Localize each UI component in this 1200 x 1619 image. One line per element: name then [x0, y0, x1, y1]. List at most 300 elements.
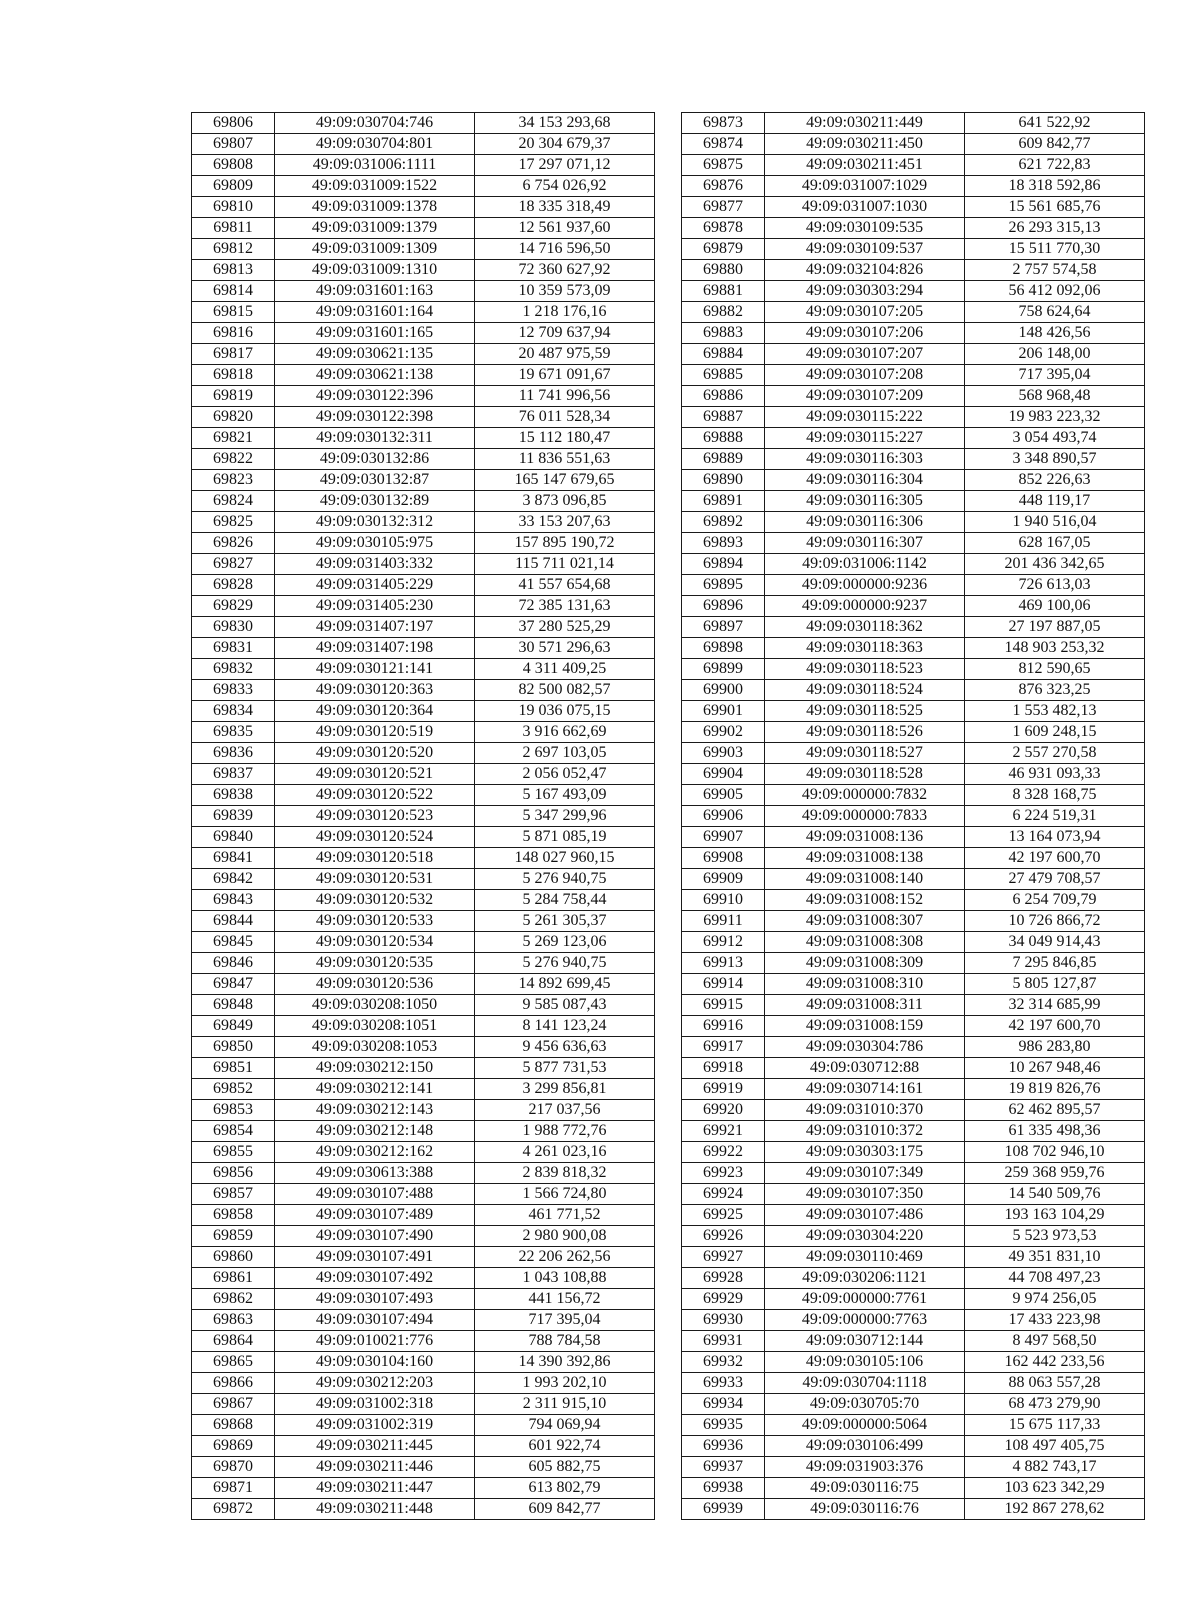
table-row	[682, 176, 1145, 197]
value-cell: 115 711 021,14	[475, 554, 655, 575]
row-number-cell: 69915	[682, 995, 765, 1016]
value-cell: 157 895 190,72	[475, 533, 655, 554]
row-number-cell: 69880	[682, 260, 765, 281]
row-number-cell: 69929	[682, 1289, 765, 1310]
value-cell: 852 226,63	[965, 470, 1145, 491]
row-number-cell: 69819	[192, 386, 275, 407]
value-cell: 758 624,64	[965, 302, 1145, 323]
cadastral-number-cell: 49:09:030212:148	[275, 1121, 475, 1142]
value-cell: 1 988 772,76	[475, 1121, 655, 1142]
table-row	[192, 785, 655, 806]
cadastral-number-cell: 49:09:030105:975	[275, 533, 475, 554]
value-cell: 876 323,25	[965, 680, 1145, 701]
cadastral-number-cell: 49:09:031002:319	[275, 1415, 475, 1436]
value-cell: 18 318 592,86	[965, 176, 1145, 197]
value-cell: 148 027 960,15	[475, 848, 655, 869]
row-number-cell: 69856	[192, 1163, 275, 1184]
table-row	[682, 428, 1145, 449]
table-row	[192, 911, 655, 932]
table-row	[192, 722, 655, 743]
cadastral-number-cell: 49:09:030110:469	[765, 1247, 965, 1268]
value-cell: 2 311 915,10	[475, 1394, 655, 1415]
table-row	[192, 1016, 655, 1037]
cadastral-number-cell: 49:09:030120:518	[275, 848, 475, 869]
row-number-cell: 69916	[682, 1016, 765, 1037]
row-number-cell: 69841	[192, 848, 275, 869]
cadastral-number-cell: 49:09:031903:376	[765, 1457, 965, 1478]
cadastral-number-cell: 49:09:031008:308	[765, 932, 965, 953]
value-cell: 6 254 709,79	[965, 890, 1145, 911]
table-row	[192, 407, 655, 428]
row-number-cell: 69814	[192, 281, 275, 302]
cadastral-number-cell: 49:09:031601:165	[275, 323, 475, 344]
table-row	[192, 575, 655, 596]
cadastral-number-cell: 49:09:030118:523	[765, 659, 965, 680]
row-number-cell: 69822	[192, 449, 275, 470]
row-number-cell: 69863	[192, 1310, 275, 1331]
value-cell: 42 197 600,70	[965, 848, 1145, 869]
cadastral-number-cell: 49:09:031006:1111	[275, 155, 475, 176]
cadastral-number-cell: 49:09:031008:138	[765, 848, 965, 869]
cadastral-number-cell: 49:09:032104:826	[765, 260, 965, 281]
value-cell: 812 590,65	[965, 659, 1145, 680]
value-cell: 5 805 127,87	[965, 974, 1145, 995]
table-row	[682, 1121, 1145, 1142]
table-row	[192, 176, 655, 197]
cadastral-number-cell: 49:09:030120:532	[275, 890, 475, 911]
table-row	[192, 1373, 655, 1394]
row-number-cell: 69824	[192, 491, 275, 512]
row-number-cell: 69859	[192, 1226, 275, 1247]
table-row	[192, 1499, 655, 1520]
cadastral-number-cell: 49:09:030613:388	[275, 1163, 475, 1184]
row-number-cell: 69901	[682, 701, 765, 722]
table-row	[192, 1205, 655, 1226]
cadastral-number-cell: 49:09:031008:159	[765, 1016, 965, 1037]
table-row	[682, 722, 1145, 743]
table-row	[192, 932, 655, 953]
row-number-cell: 69920	[682, 1100, 765, 1121]
row-number-cell: 69939	[682, 1499, 765, 1520]
row-number-cell: 69879	[682, 239, 765, 260]
table-row	[682, 1058, 1145, 1079]
cadastral-number-cell: 49:09:030116:306	[765, 512, 965, 533]
cadastral-number-cell: 49:09:030304:220	[765, 1226, 965, 1247]
cadastral-number-cell: 49:09:030116:76	[765, 1499, 965, 1520]
row-number-cell: 69865	[192, 1352, 275, 1373]
value-cell: 609 842,77	[475, 1499, 655, 1520]
table-row	[192, 1100, 655, 1121]
row-number-cell: 69923	[682, 1163, 765, 1184]
value-cell: 34 153 293,68	[475, 113, 655, 134]
row-number-cell: 69896	[682, 596, 765, 617]
table-row	[192, 1121, 655, 1142]
value-cell: 13 164 073,94	[965, 827, 1145, 848]
cadastral-number-cell: 49:09:030107:488	[275, 1184, 475, 1205]
row-number-cell: 69808	[192, 155, 275, 176]
value-cell: 5 269 123,06	[475, 932, 655, 953]
value-cell: 5 276 940,75	[475, 953, 655, 974]
cadastral-number-cell: 49:09:030132:86	[275, 449, 475, 470]
value-cell: 9 585 087,43	[475, 995, 655, 1016]
value-cell: 3 873 096,85	[475, 491, 655, 512]
table-row	[682, 932, 1145, 953]
cadastral-number-cell: 49:09:030118:527	[765, 743, 965, 764]
row-number-cell: 69827	[192, 554, 275, 575]
row-number-cell: 69898	[682, 638, 765, 659]
value-cell: 44 708 497,23	[965, 1268, 1145, 1289]
row-number-cell: 69854	[192, 1121, 275, 1142]
value-cell: 10 359 573,09	[475, 281, 655, 302]
row-number-cell: 69937	[682, 1457, 765, 1478]
cadastral-number-cell: 49:09:030120:536	[275, 974, 475, 995]
table-row	[682, 617, 1145, 638]
cadastral-number-cell: 49:09:031009:1310	[275, 260, 475, 281]
row-number-cell: 69910	[682, 890, 765, 911]
table-row	[682, 1415, 1145, 1436]
value-cell: 33 153 207,63	[475, 512, 655, 533]
cadastral-number-cell: 49:09:030118:528	[765, 764, 965, 785]
row-number-cell: 69853	[192, 1100, 275, 1121]
table-row	[682, 1289, 1145, 1310]
cadastral-number-cell: 49:09:030104:160	[275, 1352, 475, 1373]
table-row	[192, 974, 655, 995]
value-cell: 1 993 202,10	[475, 1373, 655, 1394]
table-row	[192, 113, 655, 134]
value-cell: 621 722,83	[965, 155, 1145, 176]
table-row	[682, 113, 1145, 134]
value-cell: 5 276 940,75	[475, 869, 655, 890]
cadastral-number-cell: 49:09:030116:304	[765, 470, 965, 491]
cadastral-number-cell: 49:09:030212:203	[275, 1373, 475, 1394]
value-cell: 5 284 758,44	[475, 890, 655, 911]
table-row	[192, 512, 655, 533]
value-cell: 2 557 270,58	[965, 743, 1145, 764]
row-number-cell: 69933	[682, 1373, 765, 1394]
table-row	[682, 281, 1145, 302]
row-number-cell: 69870	[192, 1457, 275, 1478]
cadastral-number-cell: 49:09:030122:398	[275, 407, 475, 428]
row-number-cell: 69892	[682, 512, 765, 533]
value-cell: 162 442 233,56	[965, 1352, 1145, 1373]
value-cell: 14 390 392,86	[475, 1352, 655, 1373]
value-cell: 165 147 679,65	[475, 470, 655, 491]
table-row	[682, 974, 1145, 995]
value-cell: 1 043 108,88	[475, 1268, 655, 1289]
table-row	[682, 386, 1145, 407]
row-number-cell: 69847	[192, 974, 275, 995]
cadastral-number-cell: 49:09:030107:207	[765, 344, 965, 365]
row-number-cell: 69928	[682, 1268, 765, 1289]
cadastral-number-cell: 49:09:000000:7763	[765, 1310, 965, 1331]
value-cell: 46 931 093,33	[965, 764, 1145, 785]
row-number-cell: 69810	[192, 197, 275, 218]
row-number-cell: 69927	[682, 1247, 765, 1268]
cadastral-number-cell: 49:09:030211:449	[765, 113, 965, 134]
cadastral-number-cell: 49:09:030120:523	[275, 806, 475, 827]
value-cell: 34 049 914,43	[965, 932, 1145, 953]
row-number-cell: 69925	[682, 1205, 765, 1226]
cadastral-number-cell: 49:09:031010:370	[765, 1100, 965, 1121]
row-number-cell: 69829	[192, 596, 275, 617]
cadastral-number-cell: 49:09:030120:534	[275, 932, 475, 953]
table-row	[192, 995, 655, 1016]
table-row	[682, 1394, 1145, 1415]
table-row	[192, 638, 655, 659]
table-row	[192, 680, 655, 701]
value-cell: 3 054 493,74	[965, 428, 1145, 449]
table-row	[682, 596, 1145, 617]
table-row	[682, 764, 1145, 785]
value-cell: 641 522,92	[965, 113, 1145, 134]
table-row	[682, 1499, 1145, 1520]
row-number-cell: 69830	[192, 617, 275, 638]
row-number-cell: 69913	[682, 953, 765, 974]
row-number-cell: 69922	[682, 1142, 765, 1163]
table-row	[682, 911, 1145, 932]
table-row	[682, 1037, 1145, 1058]
table-row	[192, 428, 655, 449]
value-cell: 448 119,17	[965, 491, 1145, 512]
table-row	[192, 1079, 655, 1100]
value-cell: 201 436 342,65	[965, 554, 1145, 575]
cadastral-number-cell: 49:09:031008:309	[765, 953, 965, 974]
row-number-cell: 69850	[192, 1037, 275, 1058]
cadastral-number-cell: 49:09:030208:1051	[275, 1016, 475, 1037]
row-number-cell: 69893	[682, 533, 765, 554]
value-cell: 717 395,04	[475, 1310, 655, 1331]
cadastral-number-cell: 49:09:030132:87	[275, 470, 475, 491]
cadastral-number-cell: 49:09:030211:445	[275, 1436, 475, 1457]
row-number-cell: 69836	[192, 743, 275, 764]
table-row	[682, 1352, 1145, 1373]
cadastral-number-cell: 49:09:030621:135	[275, 344, 475, 365]
cadastral-number-cell: 49:09:031008:311	[765, 995, 965, 1016]
table-row	[682, 1478, 1145, 1499]
row-number-cell: 69831	[192, 638, 275, 659]
table-row	[682, 239, 1145, 260]
row-number-cell: 69891	[682, 491, 765, 512]
cadastral-number-cell: 49:09:030208:1050	[275, 995, 475, 1016]
value-cell: 12 709 637,94	[475, 323, 655, 344]
cadastral-number-cell: 49:09:031405:230	[275, 596, 475, 617]
cadastral-number-cell: 49:09:031010:372	[765, 1121, 965, 1142]
value-cell: 37 280 525,29	[475, 617, 655, 638]
row-number-cell: 69817	[192, 344, 275, 365]
cadastral-number-cell: 49:09:000000:5064	[765, 1415, 965, 1436]
cadastral-number-cell: 49:09:031403:332	[275, 554, 475, 575]
table-row	[192, 386, 655, 407]
value-cell: 88 063 557,28	[965, 1373, 1145, 1394]
table-row	[682, 1142, 1145, 1163]
table-row	[192, 533, 655, 554]
table-row	[682, 1310, 1145, 1331]
value-cell: 148 426,56	[965, 323, 1145, 344]
table-row	[192, 1415, 655, 1436]
value-cell: 3 299 856,81	[475, 1079, 655, 1100]
row-number-cell: 69886	[682, 386, 765, 407]
value-cell: 206 148,00	[965, 344, 1145, 365]
value-cell: 108 702 946,10	[965, 1142, 1145, 1163]
table-row	[192, 1037, 655, 1058]
value-cell: 5 523 973,53	[965, 1226, 1145, 1247]
value-cell: 32 314 685,99	[965, 995, 1145, 1016]
row-number-cell: 69845	[192, 932, 275, 953]
row-number-cell: 69899	[682, 659, 765, 680]
cadastral-number-cell: 49:09:030120:531	[275, 869, 475, 890]
row-number-cell: 69842	[192, 869, 275, 890]
value-cell: 1 218 176,16	[475, 302, 655, 323]
row-number-cell: 69809	[192, 176, 275, 197]
cadastral-number-cell: 49:09:031405:229	[275, 575, 475, 596]
row-number-cell: 69807	[192, 134, 275, 155]
cadastral-number-cell: 49:09:030107:206	[765, 323, 965, 344]
cadastral-number-cell: 49:09:030132:89	[275, 491, 475, 512]
table-row	[192, 1142, 655, 1163]
table-row	[192, 281, 655, 302]
value-cell: 1 609 248,15	[965, 722, 1145, 743]
value-cell: 9 974 256,05	[965, 1289, 1145, 1310]
table-row	[192, 848, 655, 869]
cadastral-number-cell: 49:09:030107:486	[765, 1205, 965, 1226]
value-cell: 7 295 846,85	[965, 953, 1145, 974]
cadastral-number-cell: 49:09:031008:140	[765, 869, 965, 890]
table-row	[192, 134, 655, 155]
table-row	[682, 1163, 1145, 1184]
table-row	[682, 197, 1145, 218]
cadastral-number-cell: 49:09:031008:152	[765, 890, 965, 911]
table-row	[682, 890, 1145, 911]
value-cell: 11 741 996,56	[475, 386, 655, 407]
table-row	[192, 344, 655, 365]
cadastral-number-cell: 49:09:030211:450	[765, 134, 965, 155]
cadastral-number-cell: 49:09:030705:70	[765, 1394, 965, 1415]
table-row	[682, 806, 1145, 827]
cadastral-number-cell: 49:09:030120:519	[275, 722, 475, 743]
table-row	[192, 1289, 655, 1310]
table-row	[192, 1310, 655, 1331]
value-cell: 986 283,80	[965, 1037, 1145, 1058]
cadastral-number-cell: 49:09:030116:303	[765, 449, 965, 470]
table-row	[682, 743, 1145, 764]
cadastral-number-cell: 49:09:030704:801	[275, 134, 475, 155]
cadastral-number-cell: 49:09:000000:7833	[765, 806, 965, 827]
value-cell: 788 784,58	[475, 1331, 655, 1352]
cadastral-number-cell: 49:09:030115:227	[765, 428, 965, 449]
cadastral-number-cell: 49:09:030303:175	[765, 1142, 965, 1163]
row-number-cell: 69935	[682, 1415, 765, 1436]
table-row	[682, 407, 1145, 428]
value-cell: 14 540 509,76	[965, 1184, 1145, 1205]
table-row	[682, 1331, 1145, 1352]
cadastral-number-cell: 49:09:031407:198	[275, 638, 475, 659]
row-number-cell: 69857	[192, 1184, 275, 1205]
table-row	[192, 806, 655, 827]
table-row	[682, 1373, 1145, 1394]
value-cell: 30 571 296,63	[475, 638, 655, 659]
row-number-cell: 69876	[682, 176, 765, 197]
cadastral-number-cell: 49:09:031008:310	[765, 974, 965, 995]
cadastral-number-cell: 49:09:030120:520	[275, 743, 475, 764]
row-number-cell: 69862	[192, 1289, 275, 1310]
cadastral-number-cell: 49:09:030208:1053	[275, 1037, 475, 1058]
value-cell: 2 697 103,05	[475, 743, 655, 764]
table-row	[192, 449, 655, 470]
row-number-cell: 69855	[192, 1142, 275, 1163]
table-row	[192, 764, 655, 785]
table-row	[192, 1457, 655, 1478]
table-row	[192, 1058, 655, 1079]
row-number-cell: 69816	[192, 323, 275, 344]
row-number-cell: 69858	[192, 1205, 275, 1226]
table-row	[682, 1268, 1145, 1289]
table-row	[682, 1184, 1145, 1205]
row-number-cell: 69921	[682, 1121, 765, 1142]
row-number-cell: 69837	[192, 764, 275, 785]
left-table-body	[192, 113, 655, 1520]
table-row	[192, 1478, 655, 1499]
row-number-cell: 69844	[192, 911, 275, 932]
value-cell: 2 757 574,58	[965, 260, 1145, 281]
table-row	[192, 596, 655, 617]
value-cell: 22 206 262,56	[475, 1247, 655, 1268]
table-row	[192, 743, 655, 764]
value-cell: 441 156,72	[475, 1289, 655, 1310]
table-row	[192, 491, 655, 512]
value-cell: 62 462 895,57	[965, 1100, 1145, 1121]
table-row	[682, 512, 1145, 533]
table-row	[682, 638, 1145, 659]
row-number-cell: 69926	[682, 1226, 765, 1247]
value-cell: 8 141 123,24	[475, 1016, 655, 1037]
cadastral-number-cell: 49:09:030211:446	[275, 1457, 475, 1478]
value-cell: 27 479 708,57	[965, 869, 1145, 890]
cadastral-number-cell: 49:09:030714:161	[765, 1079, 965, 1100]
right-cadastral-table	[681, 112, 1145, 1520]
cadastral-number-cell: 49:09:031009:1378	[275, 197, 475, 218]
cadastral-number-cell: 49:09:031008:307	[765, 911, 965, 932]
cadastral-number-cell: 49:09:030211:447	[275, 1478, 475, 1499]
cadastral-number-cell: 49:09:030105:106	[765, 1352, 965, 1373]
cadastral-number-cell: 49:09:030109:535	[765, 218, 965, 239]
row-number-cell: 69890	[682, 470, 765, 491]
table-row	[192, 323, 655, 344]
table-row	[682, 323, 1145, 344]
row-number-cell: 69839	[192, 806, 275, 827]
row-number-cell: 69897	[682, 617, 765, 638]
value-cell: 15 511 770,30	[965, 239, 1145, 260]
cadastral-number-cell: 49:09:030118:363	[765, 638, 965, 659]
cadastral-number-cell: 49:09:030107:350	[765, 1184, 965, 1205]
table-row	[192, 869, 655, 890]
cadastral-number-cell: 49:09:030115:222	[765, 407, 965, 428]
table-row	[192, 1436, 655, 1457]
value-cell: 6 754 026,92	[475, 176, 655, 197]
value-cell: 17 433 223,98	[965, 1310, 1145, 1331]
table-row	[682, 953, 1145, 974]
row-number-cell: 69864	[192, 1331, 275, 1352]
cadastral-number-cell: 49:09:030132:312	[275, 512, 475, 533]
cadastral-number-cell: 49:09:031601:163	[275, 281, 475, 302]
value-cell: 76 011 528,34	[475, 407, 655, 428]
cadastral-number-cell: 49:09:030107:489	[275, 1205, 475, 1226]
value-cell: 192 867 278,62	[965, 1499, 1145, 1520]
table-row	[192, 953, 655, 974]
row-number-cell: 69894	[682, 554, 765, 575]
row-number-cell: 69846	[192, 953, 275, 974]
table-row	[192, 470, 655, 491]
value-cell: 11 836 551,63	[475, 449, 655, 470]
